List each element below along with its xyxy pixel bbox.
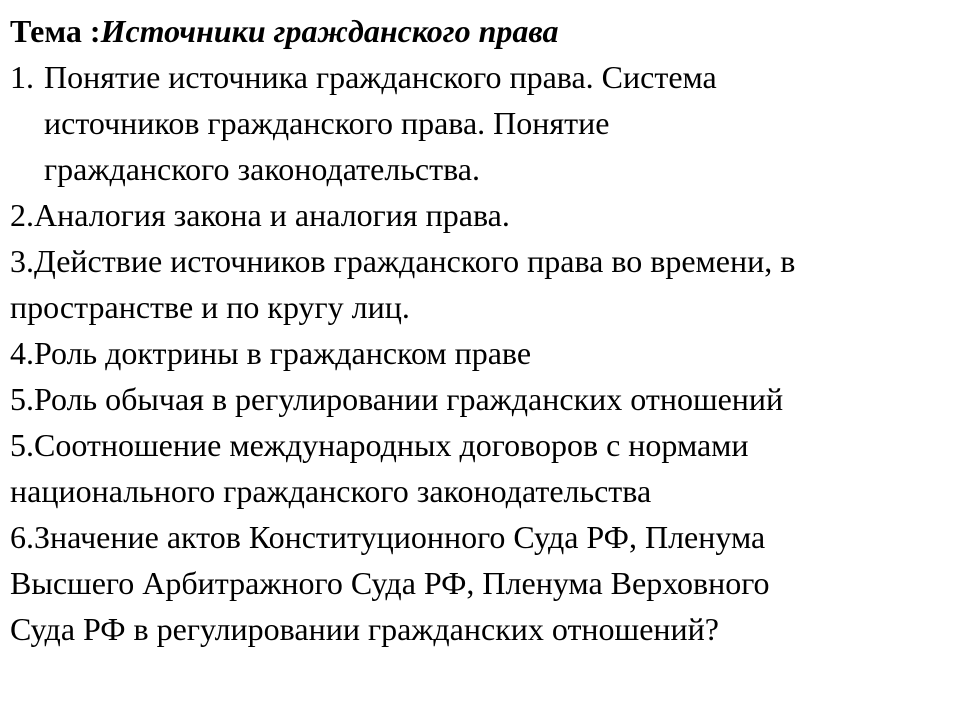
slide-content: [10, 8, 945, 652]
list-item-line: 2.Аналогия закона и аналогия права.: [10, 197, 510, 233]
list-item-line: 6.Значение актов Конституционного Суда РФ, Пленума: [10, 519, 766, 555]
list-item-line: источников гражданского права. Понятие: [44, 105, 610, 141]
list-item-5: [10, 376, 945, 422]
list-item-line: 4.Роль доктрины в гражданском праве: [10, 335, 532, 371]
list-item-1: [10, 54, 945, 192]
title-main: Источники гражданского права: [100, 13, 559, 49]
list-item-line: 5.Соотношение международных договоров с нормами: [10, 427, 749, 463]
list-item-number: 1.: [10, 59, 34, 95]
list-item-7: [10, 514, 945, 652]
list-item-line: Понятие источника гражданского права. Система: [44, 59, 717, 95]
list-item-text: [44, 54, 717, 192]
list-item-line: пространстве и по кругу лиц.: [10, 289, 410, 325]
list-item-4: [10, 330, 945, 376]
list-item-line: 3.Действие источников гражданского права во времени, в: [10, 243, 796, 279]
list-item-2: [10, 192, 945, 238]
list-item-line: гражданского законодательства.: [44, 151, 480, 187]
slide-title: [10, 8, 945, 54]
list-item-line: национального гражданского законодательства: [10, 473, 652, 509]
list-item-line: Суда РФ в регулировании гражданских отношений?: [10, 611, 719, 647]
list-item-3: [10, 238, 945, 330]
list-item-line: 5.Роль обычая в регулировании гражданских отношений: [10, 381, 784, 417]
list-item-line: Высшего Арбитражного Суда РФ, Пленума Верховного: [10, 565, 770, 601]
title-prefix: Тема :: [10, 13, 101, 49]
list-item-6: [10, 422, 945, 514]
